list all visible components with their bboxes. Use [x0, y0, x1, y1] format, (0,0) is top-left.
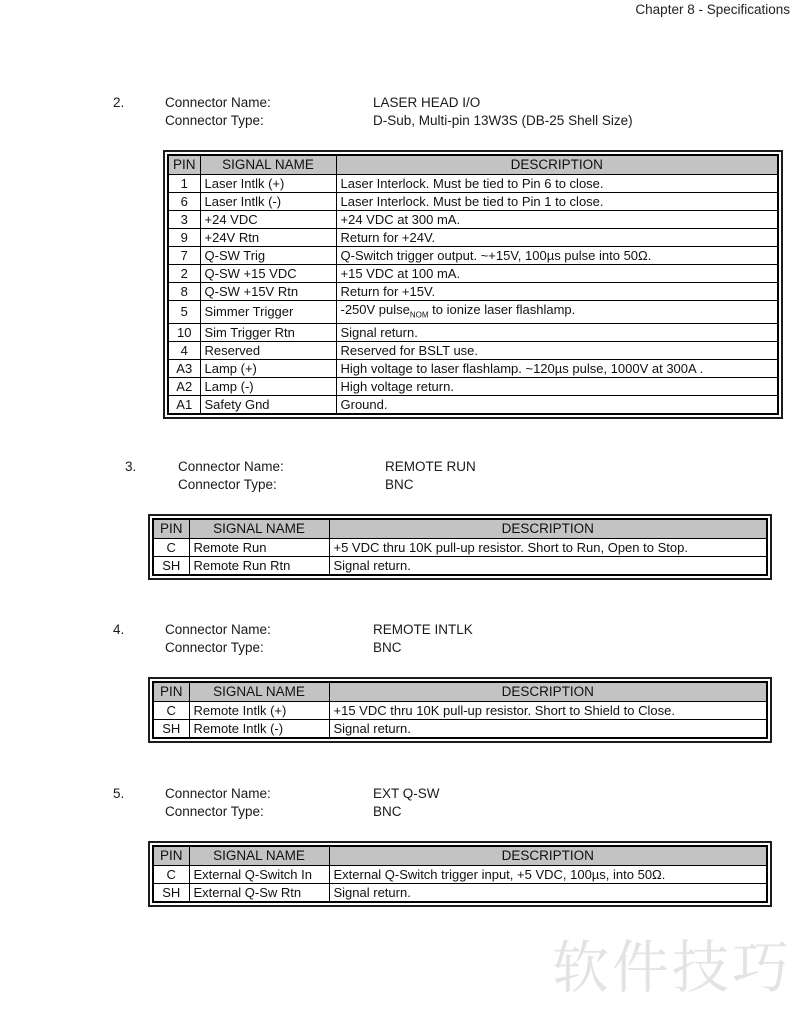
signal-name-cell: External Q-Sw Rtn [189, 883, 329, 902]
connector-name-label: Connector Name: [165, 622, 271, 637]
connector-type-value: BNC [373, 640, 402, 655]
pin-cell: 6 [168, 192, 200, 210]
column-header-pin: PIN [153, 519, 189, 538]
pin-cell: A1 [168, 396, 200, 415]
connector-name-label: Connector Name: [165, 95, 271, 110]
description-cell: Return for +24V. [336, 228, 778, 246]
section-number: 4. [113, 622, 125, 637]
signal-name-cell: Reserved [200, 342, 336, 360]
pin-cell: C [153, 865, 189, 883]
table-header-row [153, 519, 767, 538]
pinout-table-grid [152, 518, 768, 576]
pin-cell: SH [153, 883, 189, 902]
section-number: 5. [113, 786, 125, 801]
watermark-text: 软件技巧 [552, 935, 792, 1001]
description-cell: Signal return. [329, 719, 767, 738]
table-row [168, 396, 778, 415]
signal-name-cell: Laser Intlk (+) [200, 174, 336, 192]
description-cell: +15 VDC at 100 mA. [336, 264, 778, 282]
signal-name-cell: Safety Gnd [200, 396, 336, 415]
description-cell: Signal return. [336, 324, 778, 342]
pin-cell: 3 [168, 210, 200, 228]
connector-type-value: D-Sub, Multi-pin 13W3S (DB-25 Shell Size) [373, 113, 633, 128]
connector-type-value: BNC [373, 804, 402, 819]
table-header-row [153, 682, 767, 701]
table-row [168, 300, 778, 324]
table-row [168, 228, 778, 246]
signal-name-cell: Laser Intlk (-) [200, 192, 336, 210]
connector-type-label: Connector Type: [165, 804, 264, 819]
connector-type-value: BNC [385, 477, 414, 492]
pin-cell: 2 [168, 264, 200, 282]
signal-name-cell: +24V Rtn [200, 228, 336, 246]
section-number: 3. [125, 459, 137, 474]
section-number: 2. [113, 95, 125, 110]
connector-type-label: Connector Type: [165, 113, 264, 128]
table-row [153, 883, 767, 902]
table-row [168, 174, 778, 192]
column-header-pin: PIN [153, 682, 189, 701]
table-row [153, 556, 767, 575]
signal-name-cell: Lamp (+) [200, 360, 336, 378]
pin-cell: 4 [168, 342, 200, 360]
pin-cell: A2 [168, 378, 200, 396]
signal-name-cell: Q-SW +15 VDC [200, 264, 336, 282]
description-cell: External Q-Switch trigger input, +5 VDC, 100µs, into 50Ω. [329, 865, 767, 883]
connector-name-label: Connector Name: [178, 459, 284, 474]
description-cell: Ground. [336, 396, 778, 415]
pin-cell: 9 [168, 228, 200, 246]
description-cell: +24 VDC at 300 mA. [336, 210, 778, 228]
description-cell: Return for +15V. [336, 282, 778, 300]
description-cell: High voltage to laser flashlamp. ~120µs pulse, 1000V at 300A . [336, 360, 778, 378]
description-cell: Signal return. [329, 556, 767, 575]
pin-cell: 1 [168, 174, 200, 192]
column-header-signal-name: SIGNAL NAME [189, 682, 329, 701]
table-row [153, 538, 767, 556]
signal-name-cell: External Q-Switch In [189, 865, 329, 883]
description-cell: Laser Interlock. Must be tied to Pin 6 to close. [336, 174, 778, 192]
connector-type-label: Connector Type: [178, 477, 277, 492]
column-header-pin: PIN [168, 155, 200, 174]
pinout-table-grid [152, 681, 768, 739]
pin-cell: 10 [168, 324, 200, 342]
pin-cell: C [153, 538, 189, 556]
connector-name-value: LASER HEAD I/O [373, 95, 481, 110]
signal-name-cell: Remote Run Rtn [189, 556, 329, 575]
table-row [168, 324, 778, 342]
signal-name-cell: Q-SW +15V Rtn [200, 282, 336, 300]
signal-name-cell: Sim Trigger Rtn [200, 324, 336, 342]
pin-cell: 7 [168, 246, 200, 264]
signal-name-cell: Lamp (-) [200, 378, 336, 396]
signal-name-cell: Remote Intlk (+) [189, 701, 329, 719]
table-row [153, 719, 767, 738]
table-row [168, 210, 778, 228]
table-header-row [153, 846, 767, 865]
pinout-table [163, 150, 783, 419]
signal-name-cell: Remote Intlk (-) [189, 719, 329, 738]
signal-name-cell: +24 VDC [200, 210, 336, 228]
table-header-row [168, 155, 778, 174]
description-cell: Reserved for BSLT use. [336, 342, 778, 360]
pin-cell: SH [153, 556, 189, 575]
signal-name-cell: Q-SW Trig [200, 246, 336, 264]
pin-cell: 5 [168, 300, 200, 324]
pinout-table-grid [152, 845, 768, 903]
column-header-description: DESCRIPTION [336, 155, 778, 174]
table-row [153, 865, 767, 883]
pin-cell: 8 [168, 282, 200, 300]
table-row [168, 342, 778, 360]
column-header-pin: PIN [153, 846, 189, 865]
description-cell: Signal return. [329, 883, 767, 902]
column-header-signal-name: SIGNAL NAME [189, 519, 329, 538]
pinout-table [148, 841, 772, 907]
column-header-description: DESCRIPTION [329, 519, 767, 538]
connector-name-label: Connector Name: [165, 786, 271, 801]
description-cell: Q-Switch trigger output. ~+15V, 100µs pulse into 50Ω. [336, 246, 778, 264]
connector-name-value: EXT Q-SW [373, 786, 440, 801]
connector-name-value: REMOTE INTLK [373, 622, 473, 637]
pin-cell: A3 [168, 360, 200, 378]
signal-name-cell: Remote Run [189, 538, 329, 556]
connector-type-label: Connector Type: [165, 640, 264, 655]
description-cell: +15 VDC thru 10K pull-up resistor. Short to Shield to Close. [329, 701, 767, 719]
column-header-signal-name: SIGNAL NAME [189, 846, 329, 865]
column-header-description: DESCRIPTION [329, 846, 767, 865]
table-row [168, 360, 778, 378]
connector-name-value: REMOTE RUN [385, 459, 476, 474]
signal-name-cell: Simmer Trigger [200, 300, 336, 324]
pinout-table-grid [167, 154, 779, 415]
column-header-signal-name: SIGNAL NAME [200, 155, 336, 174]
table-row [168, 378, 778, 396]
table-row [168, 246, 778, 264]
description-cell: -250V pulse$_{NOM}$ to ionize laser flashlamp. [336, 300, 778, 324]
pin-cell: SH [153, 719, 189, 738]
table-row [168, 192, 778, 210]
chapter-header: Chapter 8 - Specifications [635, 2, 790, 17]
description-cell: High voltage return. [336, 378, 778, 396]
pinout-table [148, 677, 772, 743]
pinout-table [148, 514, 772, 580]
table-row [168, 264, 778, 282]
description-cell: +5 VDC thru 10K pull-up resistor. Short to Run, Open to Stop. [329, 538, 767, 556]
description-cell: Laser Interlock. Must be tied to Pin 1 to close. [336, 192, 778, 210]
table-row [168, 282, 778, 300]
column-header-description: DESCRIPTION [329, 682, 767, 701]
pin-cell: C [153, 701, 189, 719]
table-row [153, 701, 767, 719]
